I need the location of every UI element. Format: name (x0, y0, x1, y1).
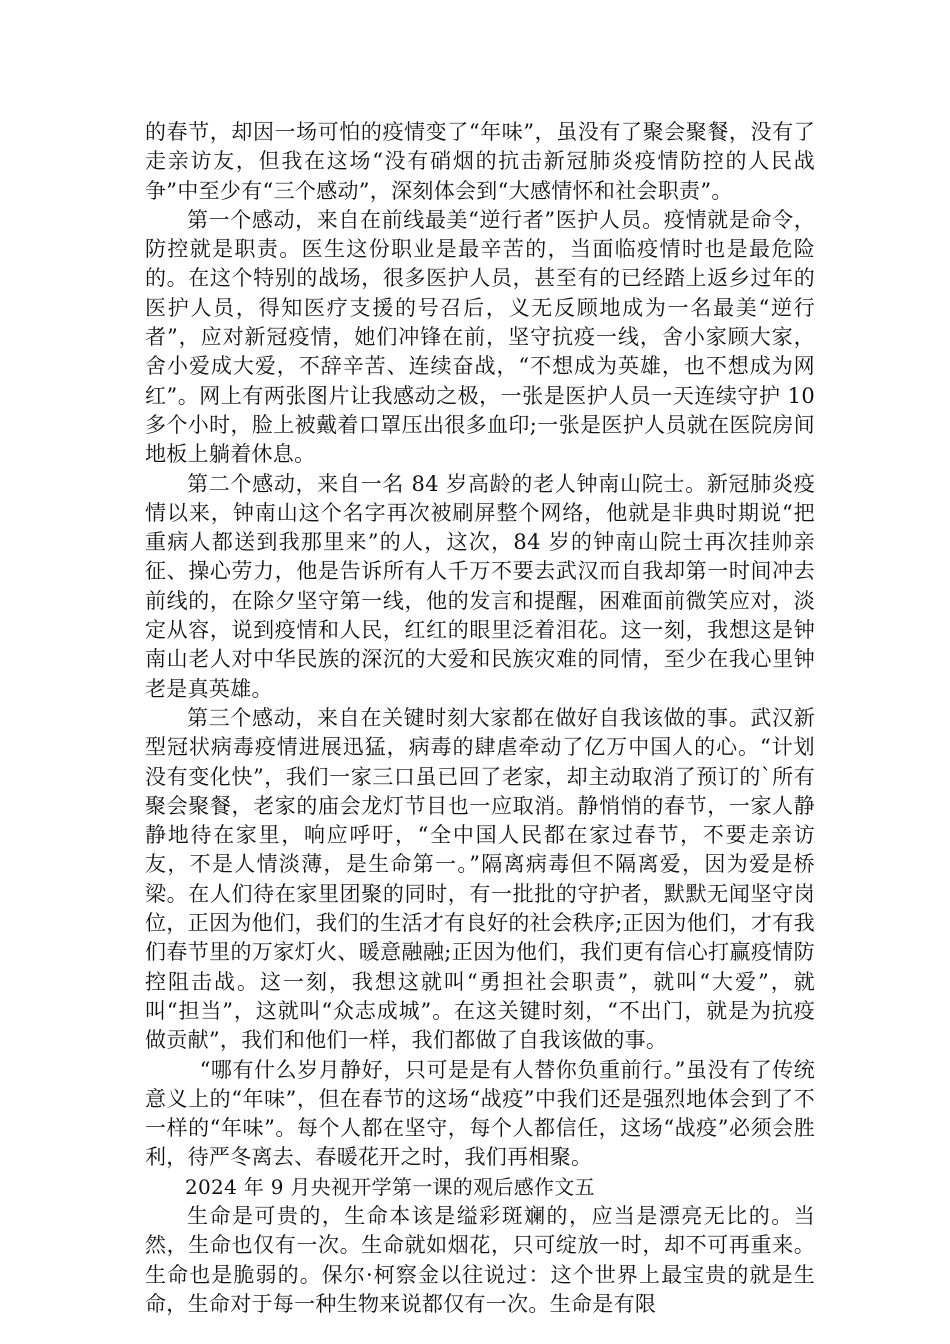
paragraph-second-touch: 第二个感动，来自一名 84 岁高龄的老人钟南山院士。新冠肺炎疫情以来，钟南山这个名字再次被刷屏整个网络，他就是非典时期说“把重病人都送到我那里来”的人，这次，84 岁的钟南山院士再次挂帅亲征、操心劳力，他是告诉所有人千万不要去武汉而自我却第一时间冲去前线的，在除夕坚守第一线，他的发言和提醒，困难面前微笑应对，淡定从容，说到疫情和人民，红红的眼里泛着泪花。这一刻，我想这是钟南山老人对中华民族的深沉的大爱和民族灾难的同情，至少在我心里钟老是真英雄。 (145, 471, 815, 701)
article-body (145, 118, 815, 1319)
paragraph-conclusion: “哪有什么岁月静好，只可是是有人替你负重前行。”虽没有了传统意义上的“年味”，但在春节的这场“战疫”中我们还是强烈地体会到了不一样的“年味”。每个人都在坚守，每个人都信任，这场“战疫”必须会胜利，待严冬离去、春暖花开之时，我们再相聚。 (145, 1057, 815, 1170)
paragraph-intro-continuation: 的春节，却因一场可怕的疫情变了“年味”，虽没有了聚会聚餐，没有了走亲访友，但我在这场“没有硝烟的抗击新冠肺炎疫情防控的人民战争”中至少有“三个感动”，深刻体会到“大感情怀和社会职责”。 (145, 120, 815, 203)
essay-five-heading: 2024 年 9 月央视开学第一课的观后感作文五 (185, 1174, 595, 1199)
paragraph-first-touch: 第一个感动，来自在前线最美“逆行者”医护人员。疫情就是命令，防控就是职责。医生这份职业是最辛苦的，当面临疫情时也是最危险的。在这个特别的战场，很多医护人员，甚至有的已经踏上返乡过年的医护人员，得知医疗支援的号召后，义无反顾地成为一名最美“逆行者”，应对新冠疫情，她们冲锋在前，坚守抗疫一线，舍小家顾大家，舍小爱成大爱，不辞辛苦、连续奋战，“不想成为英雄，也不想成为网红”。网上有两张图片让我感动之极，一张是医护人员一天连续守护 10 多个小时，脸上被戴着口罩压出很多血印;一张是医护人员就在医院房间地板上躺着休息。 (145, 207, 815, 467)
paragraph-third-touch: 第三个感动，来自在关键时刻大家都在做好自我该做的事。武汉新型冠状病毒疫情进展迅猛，病毒的肆虐牵动了亿万中国人的心。“计划没有变化快”，我们一家三口虽已回了老家，却主动取消了预订的`所有聚会聚餐，老家的庙会龙灯节目也一应取消。静悄悄的春节，一家人静静地待在家里，响应呼吁，“全中国人民都在家过春节，不要走亲访友，不是人情淡薄，是生命第一。”隔离病毒但不隔离爱，因为爱是桥梁。在人们待在家里团聚的同时，有一批批的守护者，默默无闻坚守岗位，正因为他们，我们的生活才有良好的社会秩序;正因为他们，才有我们春节里的万家灯火、暖意融融;正因为他们，我们更有信心打赢疫情防控阻击战。这一刻，我想这就叫“勇担社会职责”，就叫“大爱”，就叫“担当”，这就叫“众志成城”。在这关键时刻，“不出门，就是为抗疫做贡献”，我们和他们一样，我们都做了自我该做的事。 (145, 705, 815, 1053)
paragraph-life-precious: 生命是可贵的，生命本该是缢彩斑斓的，应当是漂亮无比的。当然，生命也仅有一次。生命就如烟花，只可绽放一时，却不可再重来。生命也是脆弱的。保尔·柯察金以往说过：这个世界上最宝贵的就是生命，生命对于每一种生物来说都仅有一次。生命是有限 (145, 1203, 815, 1316)
